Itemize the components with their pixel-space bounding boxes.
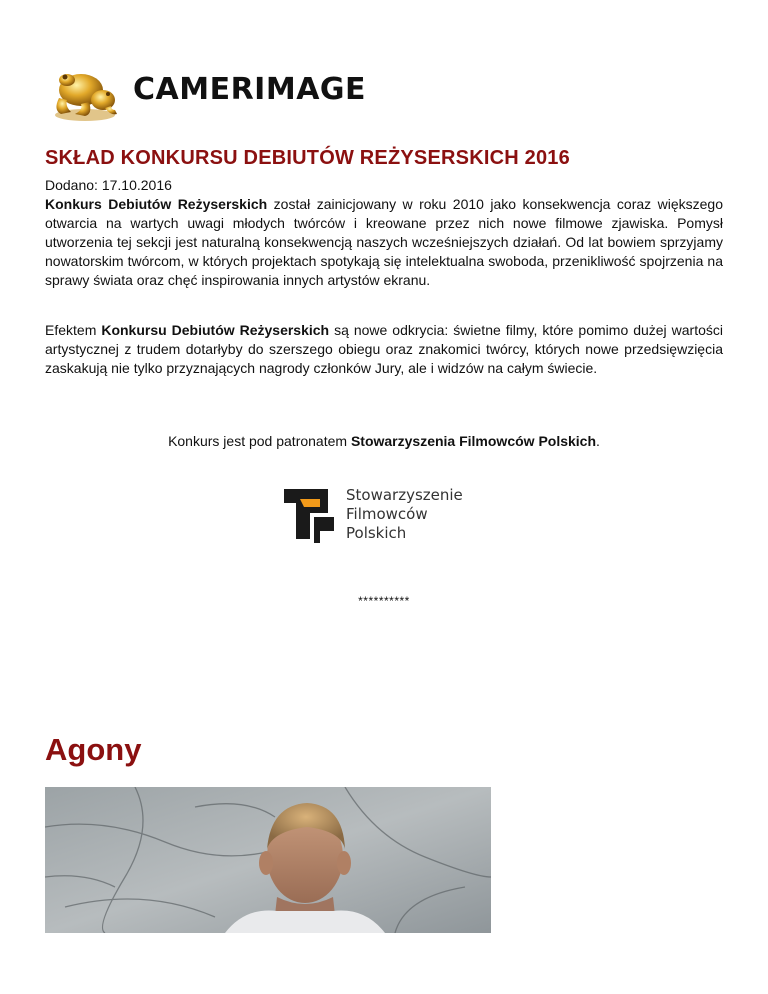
camerimage-logo[interactable] bbox=[45, 60, 366, 124]
intro-paragraph bbox=[45, 195, 723, 290]
patronage-lead: Konkurs jest pod patronatem bbox=[168, 433, 351, 449]
competition-name-bold: Konkurs Debiutów Reżyserskich bbox=[45, 196, 268, 212]
section-separator: ********** bbox=[358, 594, 410, 608]
film-still-scene bbox=[45, 787, 491, 933]
effects-paragraph bbox=[45, 321, 723, 378]
patronage-line bbox=[45, 432, 723, 451]
effects-paragraph-text: są nowe odkrycia: świetne filmy, które pomimo dużej wartości artystycznej z trudem dotarłyby do szerszego obiegu oraz znakomici twórcy, których nowe przedsięwzięcia zaskakują nie tylko przyznających nagrody członków Jury, ale i widzów na całym świecie. bbox=[45, 322, 723, 376]
sfp-logo[interactable] bbox=[280, 478, 490, 550]
publish-date: Dodano: 17.10.2016 bbox=[45, 177, 172, 193]
sfp-logo-mark-icon bbox=[280, 483, 340, 545]
patron-name: Stowarzyszenia Filmowców Polskich bbox=[350, 433, 597, 449]
intro-paragraph-text: został zainicjowany w roku 2010 jako konsekwencja coraz większego otwarcia na wartych uwagi młodych twórców i kreowane przez nich nowe filmowe zjawiska. Pomysł utworzenia tej sekcji jest naturalną konsekwencją naszych wcześniejszych działań. Od lat bowiem sprzyjamy nowatorskim twórcom, w których projektach spotykają się intelektualna swoboda, przenikliwość spojrzenia na sprawy świata oraz chęć inspirowania innych artystów ekranu. bbox=[45, 196, 723, 288]
film-title: Agony bbox=[45, 732, 142, 767]
sfp-logo-line-2: Filmowców bbox=[346, 504, 428, 523]
film-still-image bbox=[45, 787, 491, 933]
patronage-end: . bbox=[596, 433, 600, 449]
effects-paragraph-lead: Efektem bbox=[45, 322, 102, 338]
competition-name-bold-2: Konkursu Debiutów Reżyserskich bbox=[101, 322, 330, 338]
sfp-logo-line-3: Polskich bbox=[346, 523, 407, 542]
brand-name: CAMERIMAGE bbox=[133, 71, 367, 107]
sfp-logo-line-1: Stowarzyszenie bbox=[346, 485, 463, 504]
article-title: SKŁAD KONKURSU DEBIUTÓW REŻYSERSKICH 2016 bbox=[45, 147, 570, 169]
golden-frog-icon bbox=[45, 60, 125, 124]
